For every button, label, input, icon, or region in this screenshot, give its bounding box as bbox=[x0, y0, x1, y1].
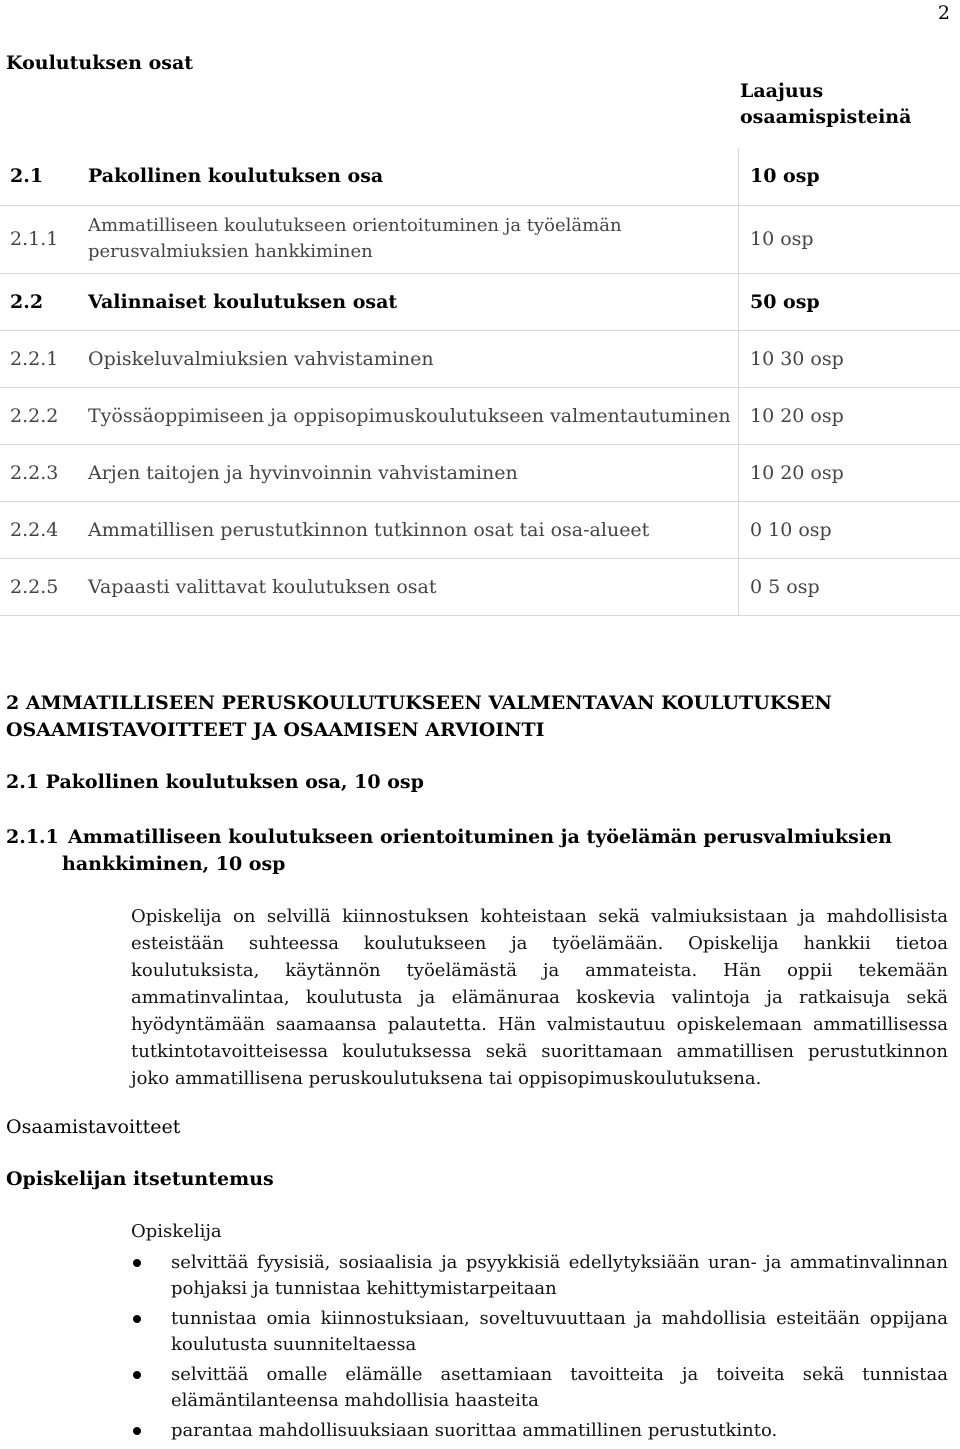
list-item bbox=[131, 1362, 948, 1414]
row-code: 2.1 bbox=[0, 148, 88, 205]
section-2-1-1-heading bbox=[6, 824, 926, 878]
row-code: 2.2.3 bbox=[0, 444, 88, 501]
section-number: 2.1.1 bbox=[6, 826, 59, 848]
row-name: Ammatilliseen koulutukseen orientoituminen ja työelämän perusvalmiuksien hankkiminen bbox=[88, 205, 739, 273]
list-item-text: selvittää fyysisiä, sosiaalisia ja psyykkisiä edellytyksiään uran- ja ammatinvalinnan pohjaksi ja tunnistaa kehittymistarpeitaan bbox=[171, 1252, 948, 1299]
bullet-icon bbox=[133, 1315, 141, 1323]
goals-label: Osaamistavoitteet bbox=[6, 1116, 181, 1138]
row-scope: 50 osp bbox=[739, 273, 960, 330]
row-scope: 10 20 osp bbox=[739, 444, 960, 501]
row-code: 2.2.4 bbox=[0, 501, 88, 558]
row-scope: 10 osp bbox=[739, 148, 960, 205]
list-item bbox=[131, 1250, 948, 1302]
row-name: Valinnaiset koulutuksen osat bbox=[88, 273, 739, 330]
row-name: Arjen taitojen ja hyvinvoinnin vahvistaminen bbox=[88, 444, 739, 501]
list-item-text: selvittää omalle elämälle asettamiaan tavoitteita ja toiveita sekä tunnistaa elämäntilanteensa mahdollisia haasteita bbox=[171, 1364, 948, 1411]
section-2-1-heading: 2.1 Pakollinen koulutuksen osa, 10 osp bbox=[6, 771, 424, 793]
row-code: 2.2.1 bbox=[0, 330, 88, 387]
table-row bbox=[0, 444, 960, 501]
row-name: Pakollinen koulutuksen osa bbox=[88, 148, 739, 205]
row-scope: 10 30 osp bbox=[739, 330, 960, 387]
page-number: 2 bbox=[937, 2, 950, 24]
self-knowledge-heading: Opiskelijan itsetuntemus bbox=[6, 1168, 274, 1190]
bullet-icon bbox=[133, 1259, 141, 1267]
section-heading: Koulutuksen osat bbox=[6, 52, 194, 74]
row-name: Ammatillisen perustutkinnon tutkinnon osat tai osa-alueet bbox=[88, 501, 739, 558]
table-row bbox=[0, 558, 960, 615]
table-row bbox=[0, 501, 960, 558]
table-row bbox=[0, 148, 960, 205]
row-scope: 0 10 osp bbox=[739, 501, 960, 558]
bullet-icon bbox=[133, 1427, 141, 1435]
goals-list bbox=[131, 1250, 948, 1448]
section-title-line-1: Ammatilliseen koulutukseen orientoituminen ja työelämän perusvalmiuksien bbox=[68, 826, 892, 848]
scope-column-header bbox=[740, 78, 911, 130]
course-parts-table bbox=[0, 148, 960, 616]
table-row bbox=[0, 205, 960, 273]
row-code: 2.2.5 bbox=[0, 558, 88, 615]
bullet-icon bbox=[133, 1371, 141, 1379]
intro-paragraph: Opiskelija on selvillä kiinnostuksen kohteistaan sekä valmiuksistaan ja mahdollisista esteistään suhteessa koulutukseen ja työelämään. Opiskelija hankkii tietoa koulutuksista, käytännön työelämästä ja ammateista. Hän oppii tekemään ammatinvalintaa, koulutusta ja elämänuraa koskevia valintoja ja ratkaisuja sekä hyödyntämään saamaansa palautetta. Hän valmistautuu opiskelemaan ammatillisessa tutkintotavoitteisessa koulutuksessa sekä suorittamaan ammatillisen perustutkinnon joko ammatillisena peruskoulutuksena tai oppisopimuskoulutuksena. bbox=[131, 906, 948, 1089]
row-code: 2.2.2 bbox=[0, 387, 88, 444]
row-name: Työssäoppimiseen ja oppisopimuskoulutukseen valmentautuminen bbox=[88, 387, 739, 444]
student-label: Opiskelija bbox=[131, 1221, 222, 1242]
row-scope: 10 20 osp bbox=[739, 387, 960, 444]
row-name: Vapaasti valittavat koulutuksen osat bbox=[88, 558, 739, 615]
list-item-text: parantaa mahdollisuuksiaan suorittaa ammatillinen perustutkinto. bbox=[171, 1420, 778, 1441]
row-name: Opiskeluvalmiuksien vahvistaminen bbox=[88, 330, 739, 387]
row-scope: 10 osp bbox=[739, 205, 960, 273]
list-item bbox=[131, 1306, 948, 1358]
row-code: 2.2 bbox=[0, 273, 88, 330]
row-code: 2.1.1 bbox=[0, 205, 88, 273]
scope-header-line-1: Laajuus bbox=[740, 80, 824, 102]
list-item bbox=[131, 1418, 948, 1444]
list-item-text: tunnistaa omia kiinnostuksiaan, soveltuvuuttaan ja mahdollisia esteitään oppijana koulutusta suunniteltaessa bbox=[171, 1308, 948, 1355]
scope-header-line-2: osaamispisteinä bbox=[740, 106, 912, 128]
section-title-line-2: hankkiminen, 10 osp bbox=[62, 853, 286, 875]
table-row bbox=[0, 387, 960, 444]
table-row bbox=[0, 330, 960, 387]
table-row bbox=[0, 273, 960, 330]
row-scope: 0 5 osp bbox=[739, 558, 960, 615]
chapter-heading: 2 AMMATILLISEEN PERUSKOULUTUKSEEN VALMENTAVAN KOULUTUKSEN OSAAMISTAVOITTEET JA OSAAMISEN ARVIOINTI bbox=[6, 692, 832, 741]
